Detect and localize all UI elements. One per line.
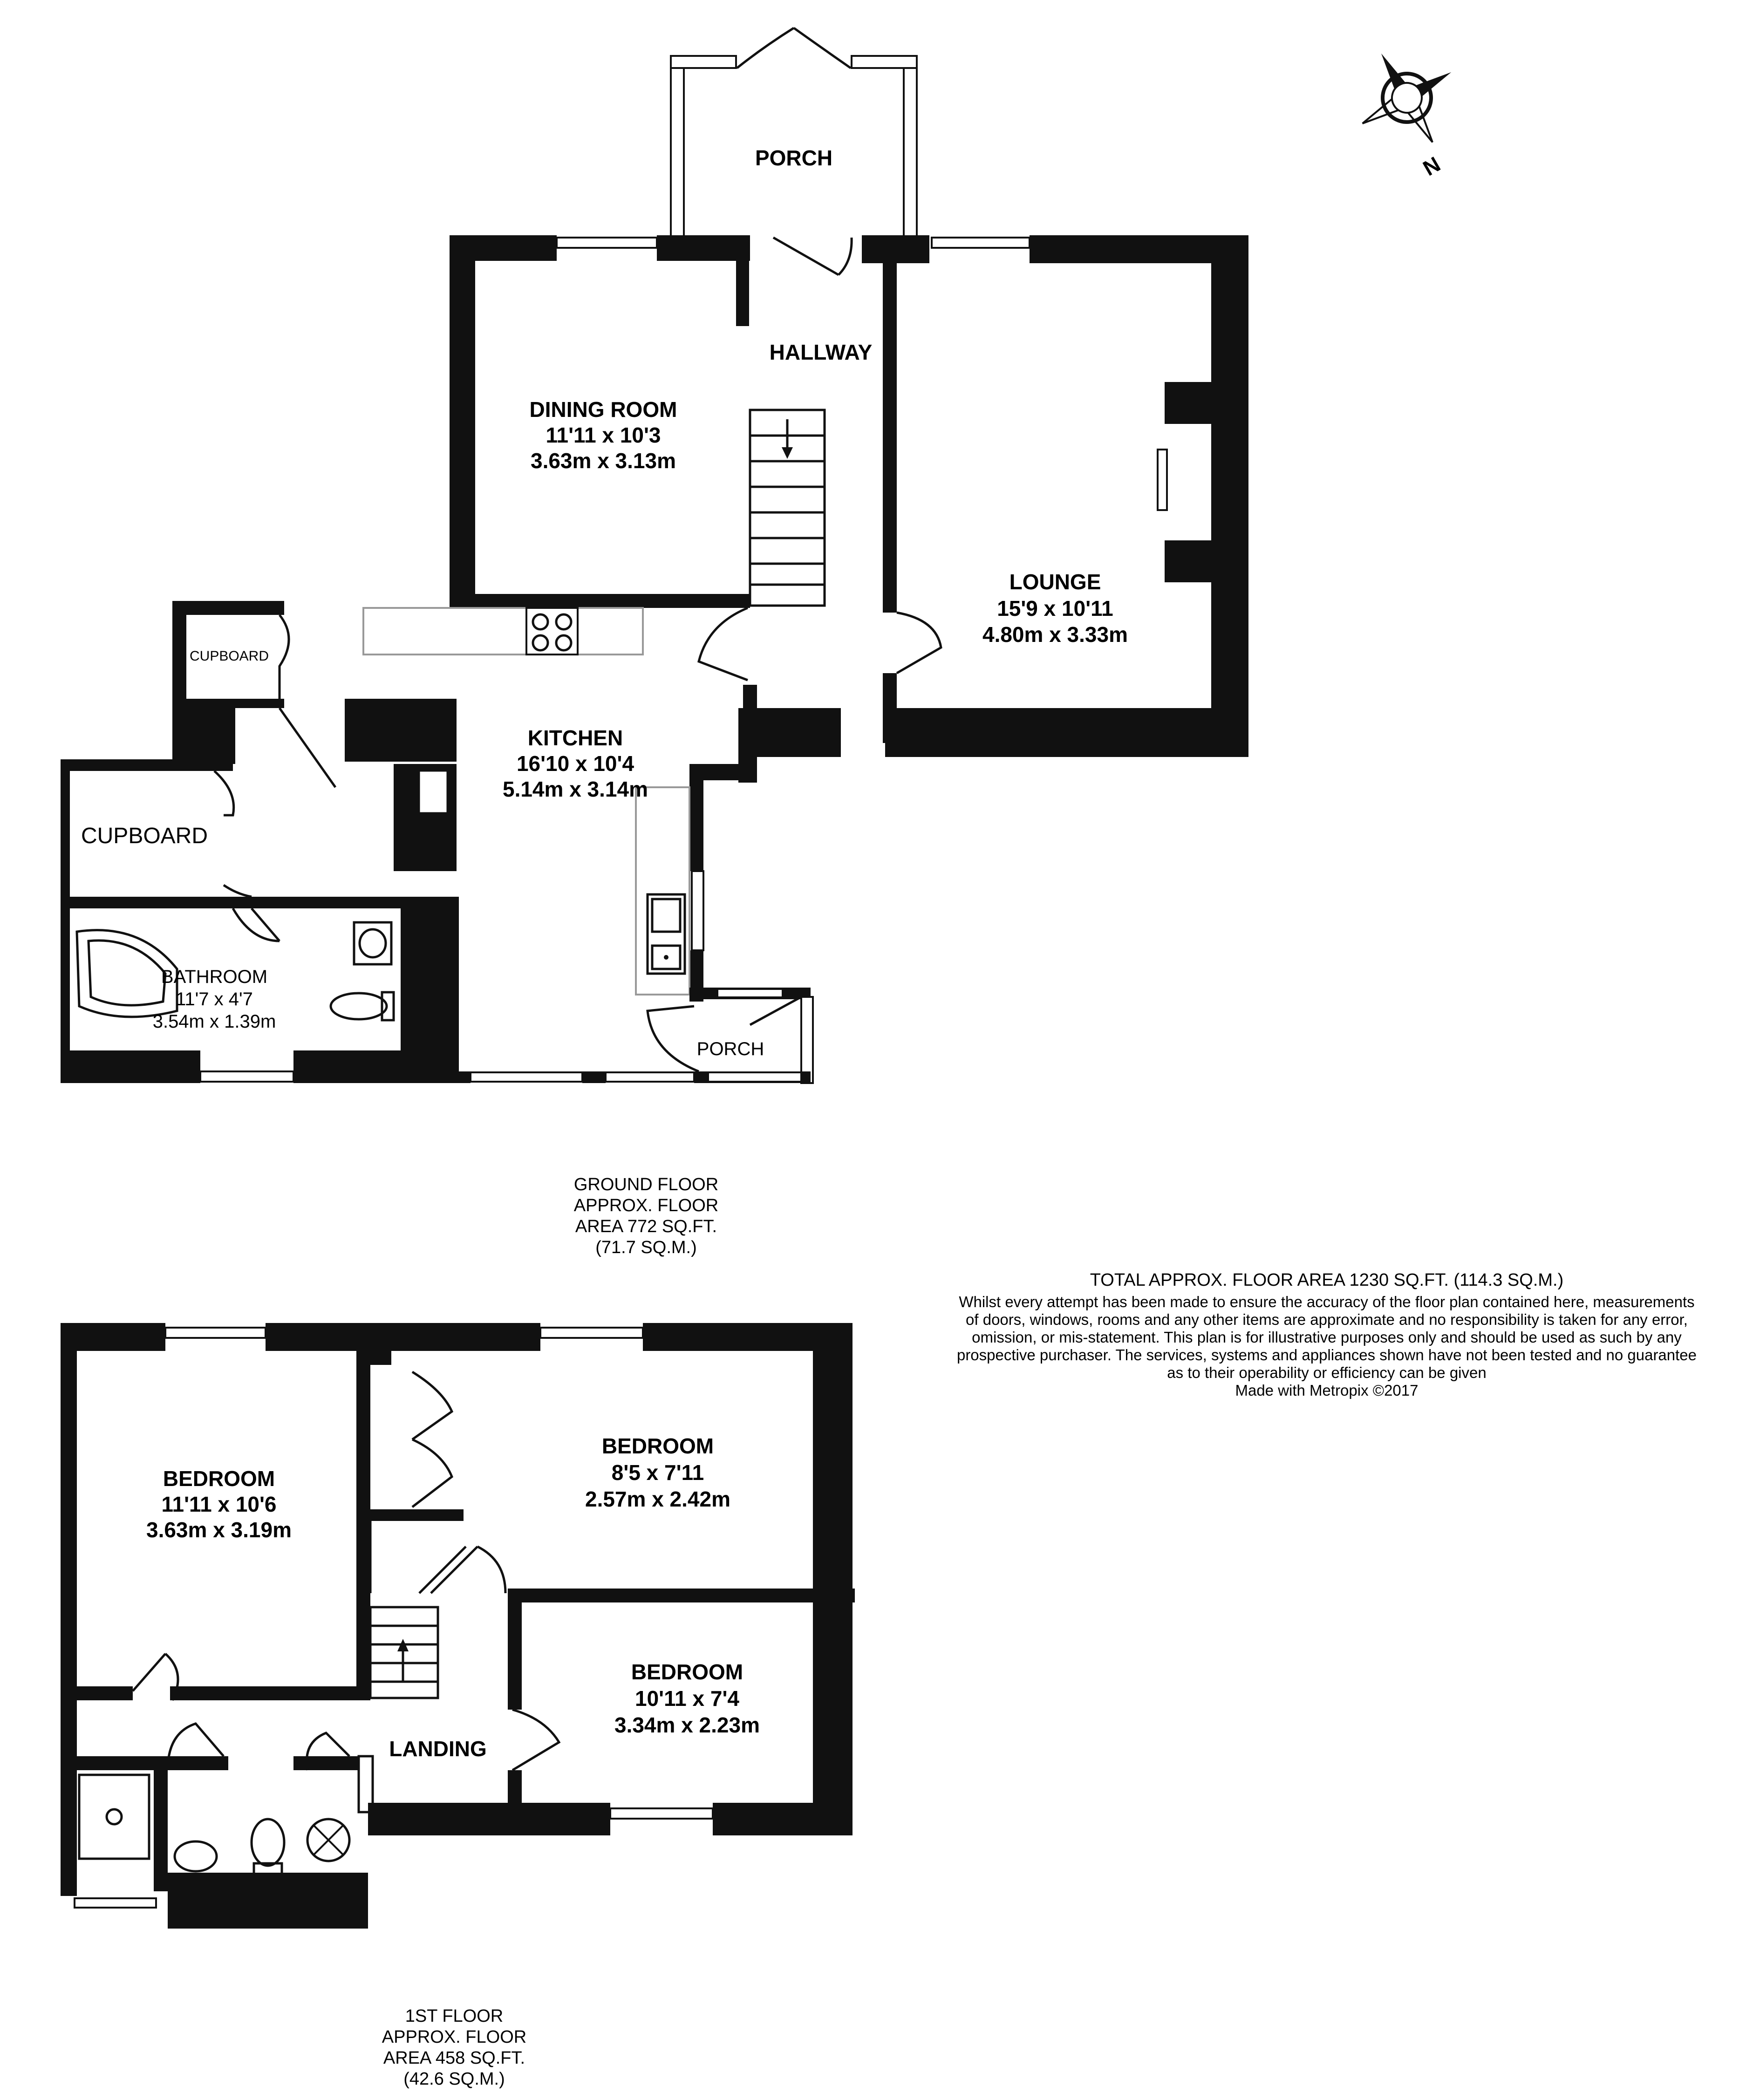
disclaimer-line-1: Whilst every attempt has been made to ensure the accuracy of the floor plan contained here, measurements [959,1293,1695,1310]
room-hallway-name: HALLWAY [769,340,873,364]
room-dining-name: DINING ROOM [529,397,677,422]
boiler-icon [307,1819,349,1861]
disclaimer-line-3: omission, or mis-statement. This plan is for illustrative purposes only and should be used as such by any [972,1329,1682,1346]
room-kitchen-metric: 5.14m x 3.14m [502,777,648,801]
hob-icon [526,608,578,655]
room-porch-front-name: PORCH [755,146,833,170]
room-bedroom1-imperial: 11'11 x 10'6 [161,1492,277,1516]
disclaimer-line-4: prospective purchaser. The services, systems and appliances shown have not been tested and no guarantee [956,1346,1697,1364]
room-dining-imperial: 11'11 x 10'3 [546,423,661,447]
room-bedroom2-name: BEDROOM [601,1434,714,1458]
staircase-ground [750,410,825,606]
first-floor-labels [146,1434,760,2089]
room-lounge-metric: 4.80m x 3.33m [982,622,1128,647]
room-lounge-imperial: 15'9 x 10'11 [997,596,1113,620]
ground-floor-summary-line3: AREA 772 SQ.FT. [575,1217,717,1236]
room-bedroom2-imperial: 8'5 x 7'11 [611,1460,704,1485]
room-bathroom-name: BATHROOM [161,967,268,987]
first-floor-plan [61,1323,855,1929]
room-cupboard-small-name: CUPBOARD [189,648,269,664]
disclaimer-line-5: as to their operability or efficiency can be given [1167,1364,1487,1381]
sink-icon [648,894,685,974]
room-bathroom-metric: 3.54m x 1.39m [152,1011,276,1032]
first-floor-summary-line4: (42.6 SQ.M.) [403,2069,505,2089]
ground-floor-summary-line1: GROUND FLOOR [573,1175,719,1194]
ground-floor-summary-line2: APPROX. FLOOR [573,1196,719,1215]
ground-floor-plan [61,28,1248,1083]
room-bathroom-imperial: 11'7 x 4'7 [176,989,253,1009]
room-kitchen-name: KITCHEN [527,726,623,750]
room-lounge-name: LOUNGE [1009,570,1101,594]
first-floor-summary-line1: 1ST FLOOR [405,2006,504,2026]
room-porch-rear-name: PORCH [696,1039,764,1059]
room-kitchen-imperial: 16'10 x 10'4 [516,751,634,776]
staircase-first [370,1607,438,1698]
room-bedroom3-name: BEDROOM [631,1660,743,1684]
room-bedroom1-metric: 3.63m x 3.19m [146,1518,292,1542]
ground-floor-summary-line4: (71.7 SQ.M.) [595,1238,697,1257]
compass-rose-icon [1337,28,1477,168]
basin-icon [354,922,391,964]
total-floor-area: TOTAL APPROX. FLOOR AREA 1230 SQ.FT. (114.3 SQ.M.) [1090,1270,1564,1290]
room-bedroom1-name: BEDROOM [163,1466,275,1491]
toilet-icon-first [252,1819,284,1875]
compass-north-label: N [1419,151,1445,181]
room-bedroom2-metric: 2.57m x 2.42m [585,1487,731,1511]
room-landing-name: LANDING [389,1737,487,1761]
first-floor-summary-line2: APPROX. FLOOR [382,2027,527,2047]
disclaimer-line-2: of doors, windows, rooms and any other items are approximate and no responsibility is taken for any error, [966,1311,1688,1328]
shower-icon [79,1775,149,1859]
disclaimer-block [957,1270,1697,1399]
toilet-icon [331,992,394,1020]
room-bedroom3-metric: 3.34m x 2.23m [614,1713,760,1737]
room-dining-metric: 3.63m x 3.13m [530,449,676,473]
room-bedroom3-imperial: 10'11 x 7'4 [635,1686,739,1711]
first-floor-summary-line3: AREA 458 SQ.FT. [383,2048,525,2068]
basin-icon-first [175,1841,217,1871]
room-cupboard-large-name: CUPBOARD [81,824,208,848]
metropix-credit: Made with Metropix ©2017 [1235,1382,1419,1399]
